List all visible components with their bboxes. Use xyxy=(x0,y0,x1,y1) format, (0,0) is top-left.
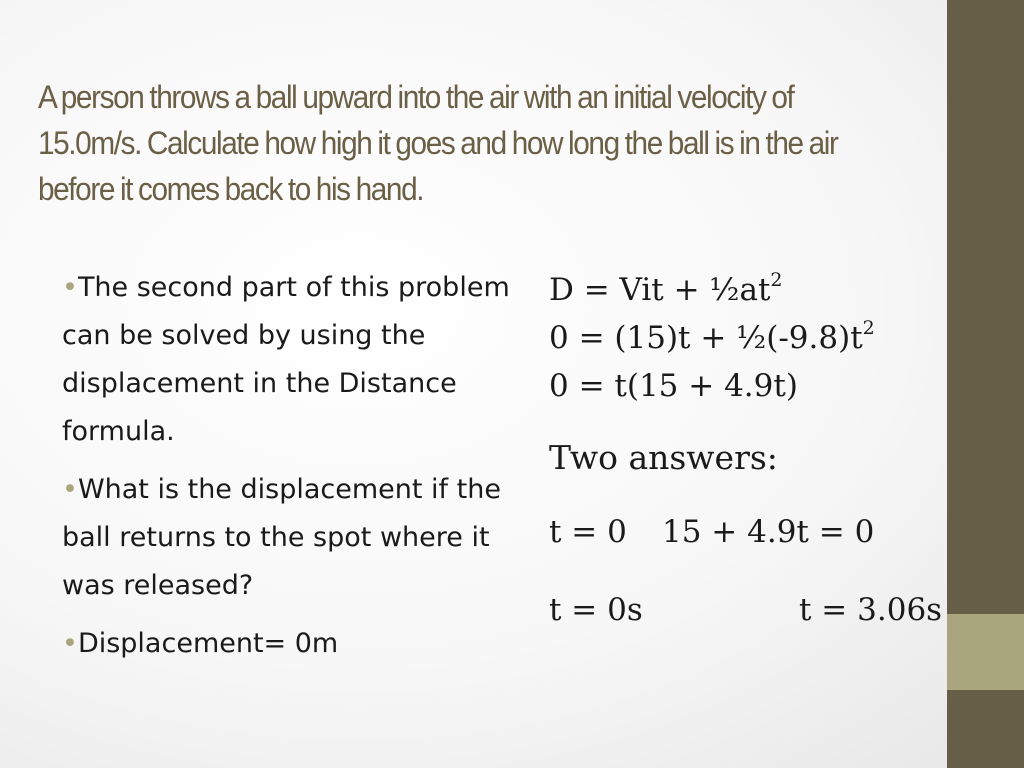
answer-row-solutions xyxy=(549,586,944,634)
answer-row-equations xyxy=(549,508,944,556)
bullet-marker: • xyxy=(62,474,78,505)
bullet-marker: • xyxy=(62,272,78,303)
answer-factor-eq: 15 + 4.9t = 0 xyxy=(662,514,875,550)
bullet-text: The second part of this problem can be solved by using the displacement in the Distance formula. xyxy=(62,272,510,447)
side-decor-accent xyxy=(947,614,1024,690)
bullet-marker: • xyxy=(62,628,78,659)
slide-title: A person throws a ball upward into the air with an initial velocity of 15.0m/s. Calculate how high it goes and how long the ball is in the air before it comes back to his hand. xyxy=(38,79,838,207)
equation-distance xyxy=(549,266,944,314)
bullet-item xyxy=(62,466,532,610)
answer-t-zero-seconds: t = 0s xyxy=(549,592,643,628)
math-work-panel xyxy=(549,266,944,634)
equation-text: D = Vit + ½at xyxy=(549,272,771,308)
bullet-text: What is the displacement if the ball returns to the spot where it was released? xyxy=(62,474,501,601)
equation-exponent: 2 xyxy=(770,269,783,291)
bullet-list xyxy=(62,264,532,678)
answer-t-zero-eq: t = 0 xyxy=(549,514,627,550)
two-answers-label: Two answers: xyxy=(549,438,778,477)
bullet-text: Displacement= 0m xyxy=(77,628,339,659)
equation-exponent: 2 xyxy=(862,317,875,339)
equation-substituted xyxy=(549,314,944,362)
answer-t-flight-time: t = 3.06s xyxy=(799,592,943,628)
bullet-item xyxy=(62,264,532,456)
equation-factored: 0 = t(15 + 4.9t) xyxy=(549,368,798,404)
bullet-item xyxy=(62,620,532,668)
equation-text: 0 = (15)t + ½(-9.8)t xyxy=(549,320,863,356)
